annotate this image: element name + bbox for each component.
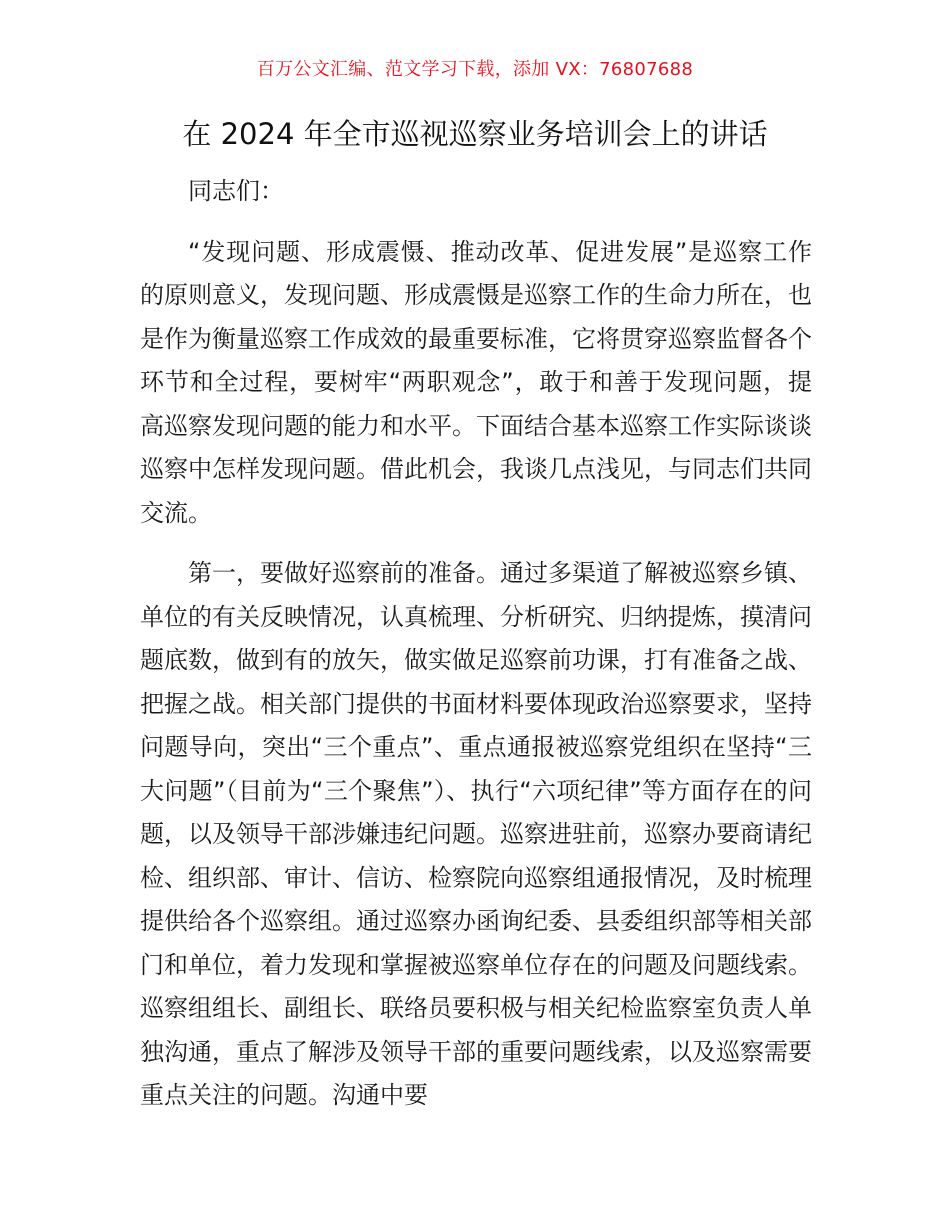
salutation: 同志们： <box>188 177 284 205</box>
paragraph-1: “发现问题、形成震慑、推动改革、促进发展”是巡察工作的原则意义，发现问题、形成震慑是巡察工作的生命力所在，也是作为衡量巡察工作成效的最重要标准，它将贯穿巡察监督各个环节和全过程，要树牢“两职观念”，敢于和善于发现问题，提高巡察发现问题的能力和水平。下面结合基本巡察工作实际谈谈巡察中怎样发现问题。借此机会，我谈几点浅见，与同志们共同交流。 <box>140 237 812 527</box>
document-body <box>140 170 812 1118</box>
document-title: 在 2024 年全市巡视巡察业务培训会上的讲话 <box>182 117 768 151</box>
header-note: 百万公文汇编、范文学习下载，添加 VX：76807688 <box>256 59 694 80</box>
paragraph-2: 第一，要做好巡察前的准备。通过多渠道了解被巡察乡镇、单位的有关反映情况，认真梳理、分析研究、归纳提炼，摸清问题底数，做到有的放矢，做实做足巡察前功课，打有准备之战、把握之战。相关部门提供的书面材料要体现政治巡察要求，坚持问题导向，突出“三个重点”、重点通报被巡察党组织在坚持“三大问题”（目前为“三个聚焦”）、执行“六项纪律”等方面存在的问题，以及领导干部涉嫌违纪问题。巡察进驻前，巡察办要商请纪检、组织部、审计、信访、检察院向巡察组通报情况，及时梳理提供给各个巡察组。通过巡察办函询纪委、县委组织部等相关部门和单位，着力发现和掌握被巡察单位存在的问题及问题线索。巡察组组长、副组长、联络员要积极与相关纪检监察室负责人单独沟通，重点了解涉及领导干部的重要问题线索，以及巡察需要重点关注的问题。沟通中要 <box>140 559 812 1109</box>
